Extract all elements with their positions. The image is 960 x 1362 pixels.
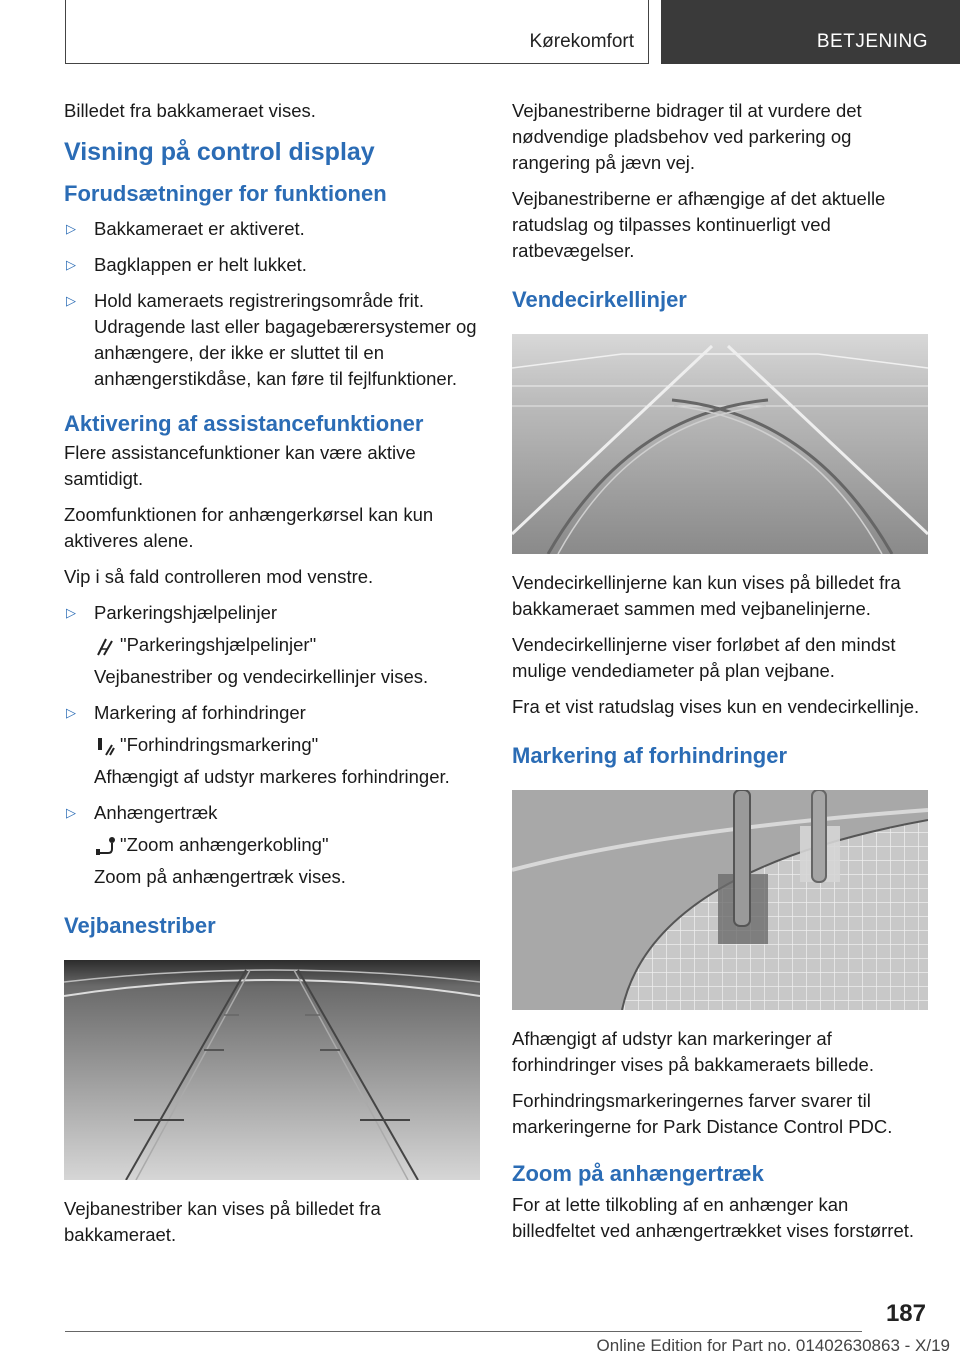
zoom-text-1: For at lette tilkobling af en anhænger kan billedfeltet ved anhængertrækket vises forstørret. [512,1194,915,1241]
menu-item-line: "Zoom anhængerkobling" [94,832,480,858]
activation-text-2: Zoomfunktionen for anhængerkørsel kan kun aktiveres alene. [64,504,434,551]
lanes-text-2: Vejbanestriberne er afhængige af det aktuelle ratudslag og tilpasses kontinuerligt ved ratbevægelser. [512,188,886,261]
obstacle-text-1: Afhængigt af udstyr kan markeringer af forhindringer vises på bakkameraets billede. [512,1028,874,1075]
obstacle-marking-illustration [512,790,928,1010]
edition-text: Online Edition for Part no. 01402630863 - X/19 [596,1336,950,1355]
turning-circle-illustration [512,334,928,554]
prereq-list [64,216,480,392]
trailer-hitch-icon [94,835,116,857]
right-column [512,98,928,1254]
lane-lines-illustration [64,960,480,1180]
triangle-bullet-icon: ▷ [66,705,76,720]
list-item: ▷ Markering af forhindringer "Forhindringsmarkering" Afhængigt af udstyr markeres forhindringer. [64,700,480,790]
lane-lines-caption: Vejbanestriber kan vises på billedet fra bakkameraet. [64,1198,381,1245]
list-item: ▷ Parkeringshjælpelinjer "Parkeringshjælpelinjer" Vejbanestriber og vendecirkellinjer vises. [64,600,480,690]
heading-activation: Aktivering af assistancefunktioner [64,411,424,436]
left-column [64,98,480,1258]
intro-text: Billedet fra bakkameraet vises. [64,100,316,121]
turning-text-2: Vendecirkellinjerne viser forløbet af den mindst mulige vendediameter på plan vejbane. [512,634,896,681]
obstacle-marking-icon [94,735,116,757]
heading-zoom-hitch: Zoom på anhængertræk [512,1161,764,1186]
header-chapter-title: BETJENING [816,31,928,52]
heading-obstacle-marking: Markering af forhindringer [512,743,788,768]
menu-item-line: "Forhindringsmarkering" [94,732,480,758]
heading-display: Visning på control display [64,138,375,166]
parking-lines-icon [94,635,116,657]
header-section-tab [65,0,649,64]
heading-lane-lines: Vejbanestriber [64,913,216,938]
header-chapter-tab [661,0,960,64]
list-item: ▷ Hold kameraets registreringsområde frit. Udragende last eller bagagebærersystemer og anhængere, der ikke er sluttet til en anhængerstikdåse, kan føre til fejlfunktioner. [66,290,477,389]
triangle-bullet-icon: ▷ [66,257,76,272]
activation-text-3: Vip i så fald controlleren mod venstre. [64,566,374,587]
footer-divider [65,1331,862,1332]
list-item: ▷ Bakkameraet er aktiveret. [64,216,480,242]
function-list [64,600,480,890]
obstacle-text-2: Forhindringsmarkeringernes farver svarer til markeringerne for Park Distance Control PDC. [512,1090,893,1137]
page-number: 187 [885,1300,926,1327]
turning-text-3: Fra et vist ratudslag vises kun en vendecirkellinje. [512,696,920,717]
list-item: ▷ Bagklappen er helt lukket. [64,252,480,278]
menu-item-line: "Parkeringshjælpelinjer" [94,632,480,658]
triangle-bullet-icon: ▷ [66,805,76,820]
heading-prerequisites: Forudsætninger for funktionen [64,181,387,206]
triangle-bullet-icon: ▷ [66,221,76,236]
triangle-bullet-icon: ▷ [66,605,76,620]
lanes-text-1: Vejbanestriberne bidrager til at vurdere det nødvendige pladsbehov ved parkering og rangering på jævn vej. [512,100,862,173]
list-item: ▷ Anhængertræk "Zoom anhængerkobling" Zoom på anhængertræk vises. [64,800,480,890]
turning-text-1: Vendecirkellinjerne kan kun vises på billedet fra bakkameraet sammen med vejbanelinjerne. [512,572,901,619]
header-section-title: Kørekomfort [529,31,634,52]
triangle-bullet-icon: ▷ [66,293,76,308]
activation-text-1: Flere assistancefunktioner kan være aktive samtidigt. [64,442,416,489]
heading-turning-lines: Vendecirkellinjer [512,287,687,312]
